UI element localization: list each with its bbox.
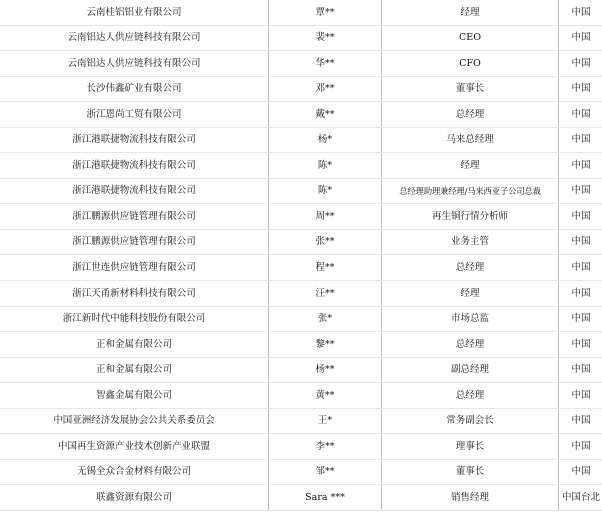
table-row	[0, 332, 602, 358]
company-cell: 浙江鹏源供应链管理有限公司	[0, 204, 269, 230]
country-cell: 中国	[559, 306, 602, 332]
person-cell	[269, 434, 382, 460]
person-cell	[269, 51, 382, 77]
person-name: 程**	[315, 261, 335, 273]
person-cell	[269, 485, 382, 511]
person-name: 张**	[315, 236, 335, 248]
company-cell: 长沙伟鑫矿业有限公司	[0, 76, 269, 102]
person-name: 杨**	[315, 364, 335, 376]
company-cell: 浙江新时代中能科技股份有限公司	[0, 306, 269, 332]
country-cell: 中国	[559, 255, 602, 281]
country-cell: 中国	[559, 178, 602, 204]
table-row	[0, 408, 602, 434]
job-title-cell: CFO	[382, 51, 559, 77]
company-cell: 浙江港联捷物流科技有限公司	[0, 127, 269, 153]
table-row	[0, 255, 602, 281]
person-cell	[269, 25, 382, 51]
company-cell: 正和金属有限公司	[0, 332, 269, 358]
table-row	[0, 204, 602, 230]
person-name: 黄**	[315, 389, 335, 401]
person-name: 王*	[317, 415, 333, 427]
job-title-cell: 理事长	[382, 434, 559, 460]
table-row	[0, 178, 602, 204]
table-row	[0, 0, 602, 25]
table-row	[0, 229, 602, 255]
person-cell	[269, 102, 382, 128]
person-cell	[269, 153, 382, 179]
job-title-cell: 总经理	[382, 255, 559, 281]
person-name: 戴**	[315, 108, 335, 120]
table-row	[0, 51, 602, 77]
country-cell: 中国	[559, 332, 602, 358]
country-cell: 中国	[559, 153, 602, 179]
country-cell: 中国	[559, 408, 602, 434]
country-cell: 中国	[559, 102, 602, 128]
job-title-cell: 董事长	[382, 76, 559, 102]
job-title-cell: 总经理	[382, 332, 559, 358]
job-title-cell: 总经理	[382, 383, 559, 409]
country-cell: 中国	[559, 76, 602, 102]
person-name: 覃**	[315, 6, 335, 18]
company-cell: 云南铝达人供应链科技有限公司	[0, 25, 269, 51]
person-cell	[269, 306, 382, 332]
person-cell	[269, 255, 382, 281]
table-row	[0, 76, 602, 102]
person-name: 张*	[317, 313, 333, 325]
job-title-cell: 市场总监	[382, 306, 559, 332]
job-title-cell: 经理	[382, 281, 559, 307]
company-cell: 浙江天甬新材料科技有限公司	[0, 281, 269, 307]
job-title-cell: 再生铜行情分析师	[382, 204, 559, 230]
job-title-cell: 销售经理	[382, 485, 559, 511]
company-cell: 浙江恩尚工贸有限公司	[0, 102, 269, 128]
company-cell: 正和金属有限公司	[0, 357, 269, 383]
company-cell: 中国亚洲经济发展协会公共关系委员会	[0, 408, 269, 434]
person-cell	[269, 76, 382, 102]
company-cell: 无锡全众合金材料有限公司	[0, 459, 269, 485]
job-title-cell: 总经理	[382, 102, 559, 128]
country-cell: 中国	[559, 434, 602, 460]
person-cell	[269, 0, 382, 25]
country-cell: 中国台北	[559, 485, 602, 511]
person-name: 李**	[315, 440, 335, 452]
company-cell: 中国再生资源产业技术创新产业联盟	[0, 434, 269, 460]
job-title-cell: 经理	[382, 153, 559, 179]
person-cell	[269, 459, 382, 485]
table-row	[0, 127, 602, 153]
job-title-cell: 经理	[382, 0, 559, 25]
person-name: 陈*	[317, 159, 333, 171]
company-cell: 浙江港联捷物流科技有限公司	[0, 153, 269, 179]
person-name: 邹**	[315, 466, 335, 478]
person-cell	[269, 281, 382, 307]
table-row	[0, 459, 602, 485]
person-name: 裴**	[315, 32, 335, 44]
table-row	[0, 25, 602, 51]
table-row	[0, 281, 602, 307]
company-cell: 云南铝达人供应链科技有限公司	[0, 51, 269, 77]
person-cell	[269, 332, 382, 358]
person-cell	[269, 204, 382, 230]
table-row	[0, 485, 602, 511]
table-row	[0, 357, 602, 383]
table-row	[0, 153, 602, 179]
person-name: 汪**	[315, 287, 335, 299]
person-cell	[269, 357, 382, 383]
country-cell: 中国	[559, 25, 602, 51]
table-row	[0, 434, 602, 460]
person-name: 华**	[315, 57, 335, 69]
person-name: 邓**	[315, 83, 335, 95]
person-name: 黎**	[315, 338, 335, 350]
person-cell	[269, 383, 382, 409]
table-row	[0, 383, 602, 409]
company-cell: 智鑫金属有限公司	[0, 383, 269, 409]
person-cell	[269, 408, 382, 434]
table-row	[0, 102, 602, 128]
job-title-cell: 业务主管	[382, 229, 559, 255]
job-title-cell: 副总经理	[382, 357, 559, 383]
company-cell: 联鑫资源有限公司	[0, 485, 269, 511]
country-cell: 中国	[559, 204, 602, 230]
job-title-cell: CEO	[382, 25, 559, 51]
company-cell: 云南桂铝铝业有限公司	[0, 0, 269, 25]
country-cell: 中国	[559, 383, 602, 409]
country-cell: 中国	[559, 51, 602, 77]
country-cell: 中国	[559, 281, 602, 307]
person-cell	[269, 127, 382, 153]
company-cell: 浙江港联捷物流科技有限公司	[0, 178, 269, 204]
person-name: 陈*	[317, 185, 333, 197]
country-cell: 中国	[559, 127, 602, 153]
person-name: 杨*	[317, 134, 333, 146]
country-cell: 中国	[559, 229, 602, 255]
job-title-cell: 总经理助理兼经理/马来西亚子公司总裁	[382, 178, 559, 204]
table-row	[0, 306, 602, 332]
job-title-cell: 常务副会长	[382, 408, 559, 434]
country-cell: 中国	[559, 357, 602, 383]
person-cell	[269, 229, 382, 255]
person-name: 周**	[315, 210, 335, 222]
company-cell: 浙江鹏源供应链管理有限公司	[0, 229, 269, 255]
country-cell: 中国	[559, 0, 602, 25]
person-cell	[269, 178, 382, 204]
country-cell: 中国	[559, 459, 602, 485]
job-title-cell: 马来总经理	[382, 127, 559, 153]
person-name: Sara ***	[305, 491, 345, 503]
job-title-cell: 董事长	[382, 459, 559, 485]
company-cell: 浙江世连供应链管理有限公司	[0, 255, 269, 281]
